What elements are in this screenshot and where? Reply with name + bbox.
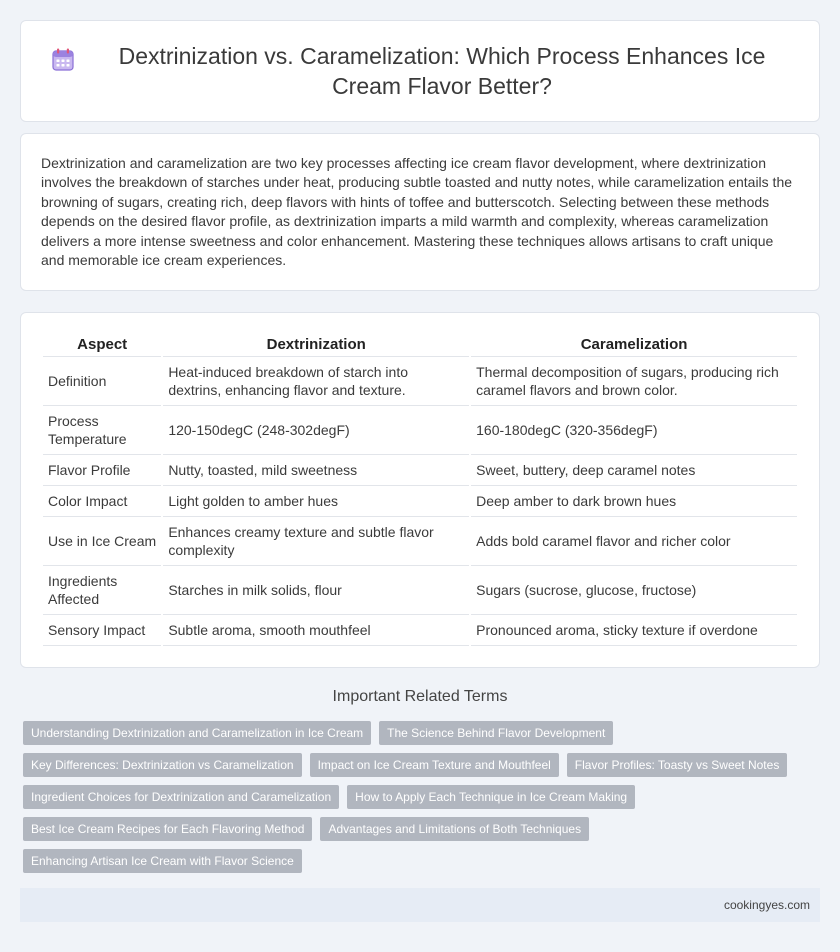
title-wrap <box>50 41 790 101</box>
table-row <box>43 486 797 517</box>
caramelization-cell: Sweet, buttery, deep caramel notes <box>471 455 797 486</box>
dextrinization-cell: Starches in milk solids, flour <box>163 566 469 615</box>
related-term-link[interactable]: Flavor Profiles: Toasty vs Sweet Notes <box>567 753 788 777</box>
intro-paragraph: Dextrinization and caramelization are two key processes affecting ice cream flavor development, where dextrinization involves the breakdown of starches under heat, producing subtle toasted and nutty notes, while caramelization entails the browning of sugars, creating rich, deep flavors with hints of toffee and butterscotch. Selecting between these methods depends on the desired flavor profile, as dextrinization imparts a mild warmth and complexity, whereas caramelization delivers a more intense sweetness and color enhancement. Mastering these techniques allows artisans to craft unique and memorable ice cream experiences. <box>41 155 793 269</box>
caramelization-cell: Pronounced aroma, sticky texture if overdone <box>471 615 797 646</box>
footer <box>20 888 820 922</box>
related-term-link[interactable]: The Science Behind Flavor Development <box>379 721 613 745</box>
caramelization-cell: Adds bold caramel flavor and richer color <box>471 517 797 566</box>
related-term-link[interactable]: Understanding Dextrinization and Caramelization in Ice Cream <box>23 721 371 745</box>
table-row <box>43 517 797 566</box>
comparison-card <box>20 312 820 668</box>
intro-card <box>20 133 820 291</box>
site-name: cookingyes.com <box>723 898 810 912</box>
dextrinization-cell: Light golden to amber hues <box>163 486 469 517</box>
dextrinization-cell: Heat-induced breakdown of starch into dextrins, enhancing flavor and texture. <box>163 357 469 406</box>
related-term-link[interactable]: Best Ice Cream Recipes for Each Flavoring Method <box>23 817 312 841</box>
calendar-icon <box>50 47 76 73</box>
aspect-cell: Definition <box>43 357 161 406</box>
aspect-cell: Sensory Impact <box>43 615 161 646</box>
caramelization-cell: Sugars (sucrose, glucose, fructose) <box>471 566 797 615</box>
aspect-cell: Ingredients Affected <box>43 566 161 615</box>
related-term-link[interactable]: Impact on Ice Cream Texture and Mouthfeel <box>310 753 559 777</box>
comparison-table <box>41 333 799 646</box>
title-card <box>20 20 820 122</box>
related-term-link[interactable]: Enhancing Artisan Ice Cream with Flavor Science <box>23 849 302 873</box>
column-header-dextrinization: Dextrinization <box>163 333 469 357</box>
table-row <box>43 566 797 615</box>
dextrinization-cell: 120-150degC (248-302degF) <box>163 406 469 455</box>
related-term-link[interactable]: Key Differences: Dextrinization vs Caramelization <box>23 753 302 777</box>
table-row <box>43 615 797 646</box>
related-term-link[interactable]: Ingredient Choices for Dextrinization and Caramelization <box>23 785 339 809</box>
page-title: Dextrinization vs. Caramelization: Which Process Enhances Ice Cream Flavor Better? <box>118 43 766 99</box>
table-header-row <box>43 333 797 357</box>
aspect-cell: Use in Ice Cream <box>43 517 161 566</box>
column-header-aspect: Aspect <box>43 333 161 357</box>
table-row <box>43 357 797 406</box>
related-term-link[interactable]: Advantages and Limitations of Both Techniques <box>320 817 589 841</box>
aspect-cell: Flavor Profile <box>43 455 161 486</box>
table-row <box>43 455 797 486</box>
caramelization-cell: Thermal decomposition of sugars, producing rich caramel flavors and brown color. <box>471 357 797 406</box>
dextrinization-cell: Nutty, toasted, mild sweetness <box>163 455 469 486</box>
aspect-cell: Color Impact <box>43 486 161 517</box>
column-header-caramelization: Caramelization <box>471 333 797 357</box>
caramelization-cell: 160-180degC (320-356degF) <box>471 406 797 455</box>
caramelization-cell: Deep amber to dark brown hues <box>471 486 797 517</box>
table-row <box>43 406 797 455</box>
dextrinization-cell: Subtle aroma, smooth mouthfeel <box>163 615 469 646</box>
related-terms-heading: Important Related Terms <box>332 688 508 705</box>
aspect-cell: Process Temperature <box>43 406 161 455</box>
related-term-link[interactable]: How to Apply Each Technique in Ice Cream Making <box>347 785 635 809</box>
dextrinization-cell: Enhances creamy texture and subtle flavor complexity <box>163 517 469 566</box>
related-terms-list <box>23 721 813 881</box>
